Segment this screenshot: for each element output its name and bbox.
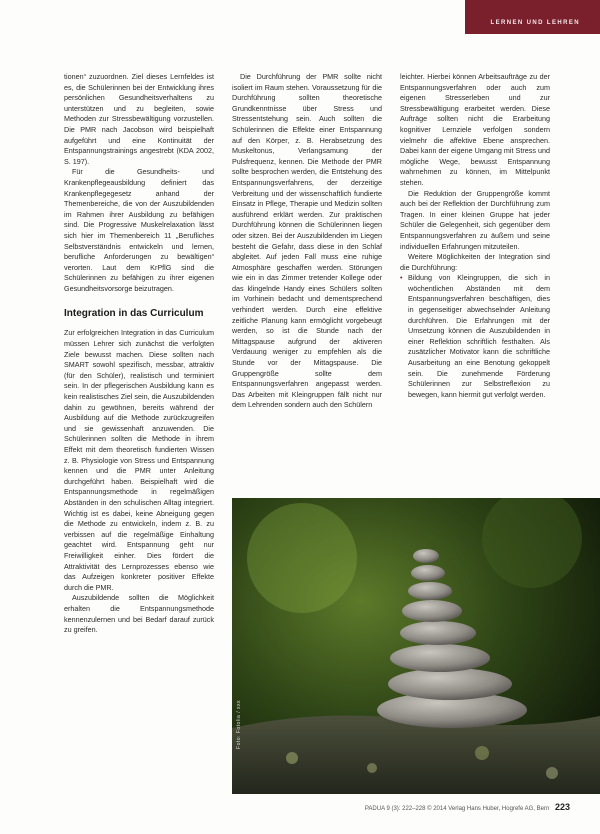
paragraph: tionen“ zuzuordnen. Ziel dieses Lernfeldes ist es, die Schülerinnen bei der Entwicklung ihres persönlichen Gesundheitsverhaltens zu unterstützen und zu begleiten, sowie Methoden zur Stressbewältigung vorzustellen. Die PMR nach Jacobson wird beispielhaft aufgeführt und eine Kontinuität der Entspannungstrainings angestrebt (KDA 2002, S. 197).	[64, 72, 214, 166]
paragraph: Die Durchführung der PMR sollte nicht isoliert im Raum stehen. Voraussetzung für die Durchführung sollten theoretische Grundkenntnisse über Stress und Stressentstehung sein. Auch sollten die Schülerinnen die Effekte einer Entspannung auf den Körper, z. B. Herabsetzung des Muskeltonus, Verlangsamung der Pulsfrequenz, kennen. Die Methode der PMR sollte besprochen werden, die Entstehung des Entspannungsverfahrens, der derzeitige Verbreitung und der wissenschaftlich fundierte Einsatz in Pflege, Therapie und Medizin sollten ausführend erklärt werden. Zur praktischen Durchführung können die Schülerinnen liegen oder sitzen. Bei der Auszubildenden im Liegen besteht die Gefahr, dass diese in den Schlaf abgleitet. Auf jeden Fall muss eine ruhige Atmosphäre geschaffen werden. Störungen wie ein in das Zimmer tretender Kollege oder das klingelnde Handy eines Schülers sollten im Vorhinein bedacht und dementsprechend verhindert werden. Durch eine effektive zeitliche Planung kann ermöglicht vorgebeugt werden, so ist die Stunde nach der Mittagspause aufgrund der aktiveren Verdauung weniger zu empfehlen als die Stunde vor der Mittagspause. Die Gruppengröße sollte dem Entspannungsverfahren angepasst werden. Das Arbeiten mit Kleingruppen fällt nicht nur dem Lehrenden sondern auch den Schülern	[232, 72, 382, 410]
paragraph: Die Reduktion der Gruppengröße kommt auch bei der Reflektion der Durchführung zum Tragen. In einer kleinen Gruppe hat jeder Schüler die Gelegenheit, sich gegenüber dem Entspannungsverfahren zu äußern und seine individuellen Erfahrungen mitzuteilen.	[400, 188, 550, 251]
bullet-list	[400, 273, 550, 400]
text-column-2	[232, 72, 382, 411]
section-label: LERNEN UND LEHREN	[490, 20, 580, 26]
text-column-1	[64, 72, 214, 636]
text-column-3	[400, 72, 550, 400]
paragraph: Zur erfolgreichen Integration in das Curriculum müssen Lehrer sich zunächst die verfolgten Ziele bewusst machen. Diese sollten nach SMART sowohl spezifisch, messbar, attraktiv (für den Schüler), realistisch und terminiert sein. In der pflegerischen Ausbildung kann es kein realistisches Ziel sein, die Auszubildenden dahin zu gewöhnen, bereits während der Ausbildung auf die Methode zurückzugreifen und sie gewissenhaft anzuwenden. Die Schülerinnen sollten die Methode in ihrem Effekt mit dem theoretisch fundierten Wissen z. B. Physiologie von Stress und Entspannung kennen und die PMR unter Anleitung durchgeführt haben. Beispielhaft wird die Entspannungsmethode in regelmäßigen Abständen in den schulischen Alltag integriert. Wichtig ist es dabei, keine Abneigung gegen die Methode zu entwickeln, indem z. B. zu verbissen auf die regelmäßige Einhaltung geachtet wird. Entspannung geht nur Freiwilligkeit einher. Dies fördert die Attraktivität des Lernprozesses ebenso wie das Aufzeigen konkreter positiver Effekte durch die PMR.	[64, 328, 214, 592]
paragraph: Auszubildende sollten die Möglichkeit erhalten die Entspannungsmethode kennenzulernen und bei Bedarf darauf zurück zu greifen.	[64, 593, 214, 635]
stacked-stones-image	[232, 498, 600, 794]
page-footer	[365, 802, 570, 812]
stone-stack-photo	[232, 498, 600, 794]
photo-credit: Foto: Fotolia / xxx	[236, 700, 242, 749]
citation: PADUA 9 (3): 222–228 © 2014 Verlag Hans Huber, Hogrefe AG, Bern	[364, 806, 550, 812]
section-header-band	[465, 0, 600, 34]
section-heading: Integration in das Curriculum	[64, 308, 204, 320]
page-number: 223	[554, 802, 570, 812]
paragraph: Für die Gesundheits- und Krankenpflegeausbildung definiert das Krankenpflegegesetz anhand der Themenbereiche, die von der Auszubildenden im Rahmen ihrer Ausbildung zu befähigen sind. Die Progressive Muskelrelaxation lässt sich hier im Themenbereich 11 „Berufliches Selbstverständnis entwickeln und lernen, berufliche Anforderungen zu bewältigen“ verorten. Laut dem KrPflG sind die Schülerinnen zu befähigen zu ihrer eigenen Gesundheitsvorsorge beizutragen.	[64, 167, 214, 293]
paragraph: Weitere Möglichkeiten der Integration sind die Durchführung:	[400, 252, 550, 272]
list-item: • Bildung von Kleingruppen, die sich in wöchentlichen Abständen mit dem Entspannungsverfahren beschäftigen, dies in gegenseitiger abwechselnder Anleitung durchführen. Die Erfahrungen mit der Umsetzung können die Auszubildenden in einer Reflektion schriftlich festhalten. Als zusätzlicher Motivator kann die schriftliche Ausarbeitung an eine Benotung gekoppelt sein. Die zunehmende Förderung Schülerinnen zur Selbstreflexion zu bewegen, kann hiermit gut verfolgt werden.	[408, 273, 550, 400]
paragraph: leichter. Hierbei können Arbeitsaufträge zu der Entspannungsverfahren oder auch zum eigenen Stresserleben und zur Stressbewältigung erarbeitet werden. Diese Aufträge sollten nicht die Erarbeitung kognitiver Lernziele verfolgen sondern vielmehr die affektive Ebene ansprechen. Dabei kann der eigene Umgang mit Stress und mögliche Wege, bewusst Entspannung wahrnehmen zu können, im Mittelpunkt stehen.	[400, 72, 550, 187]
